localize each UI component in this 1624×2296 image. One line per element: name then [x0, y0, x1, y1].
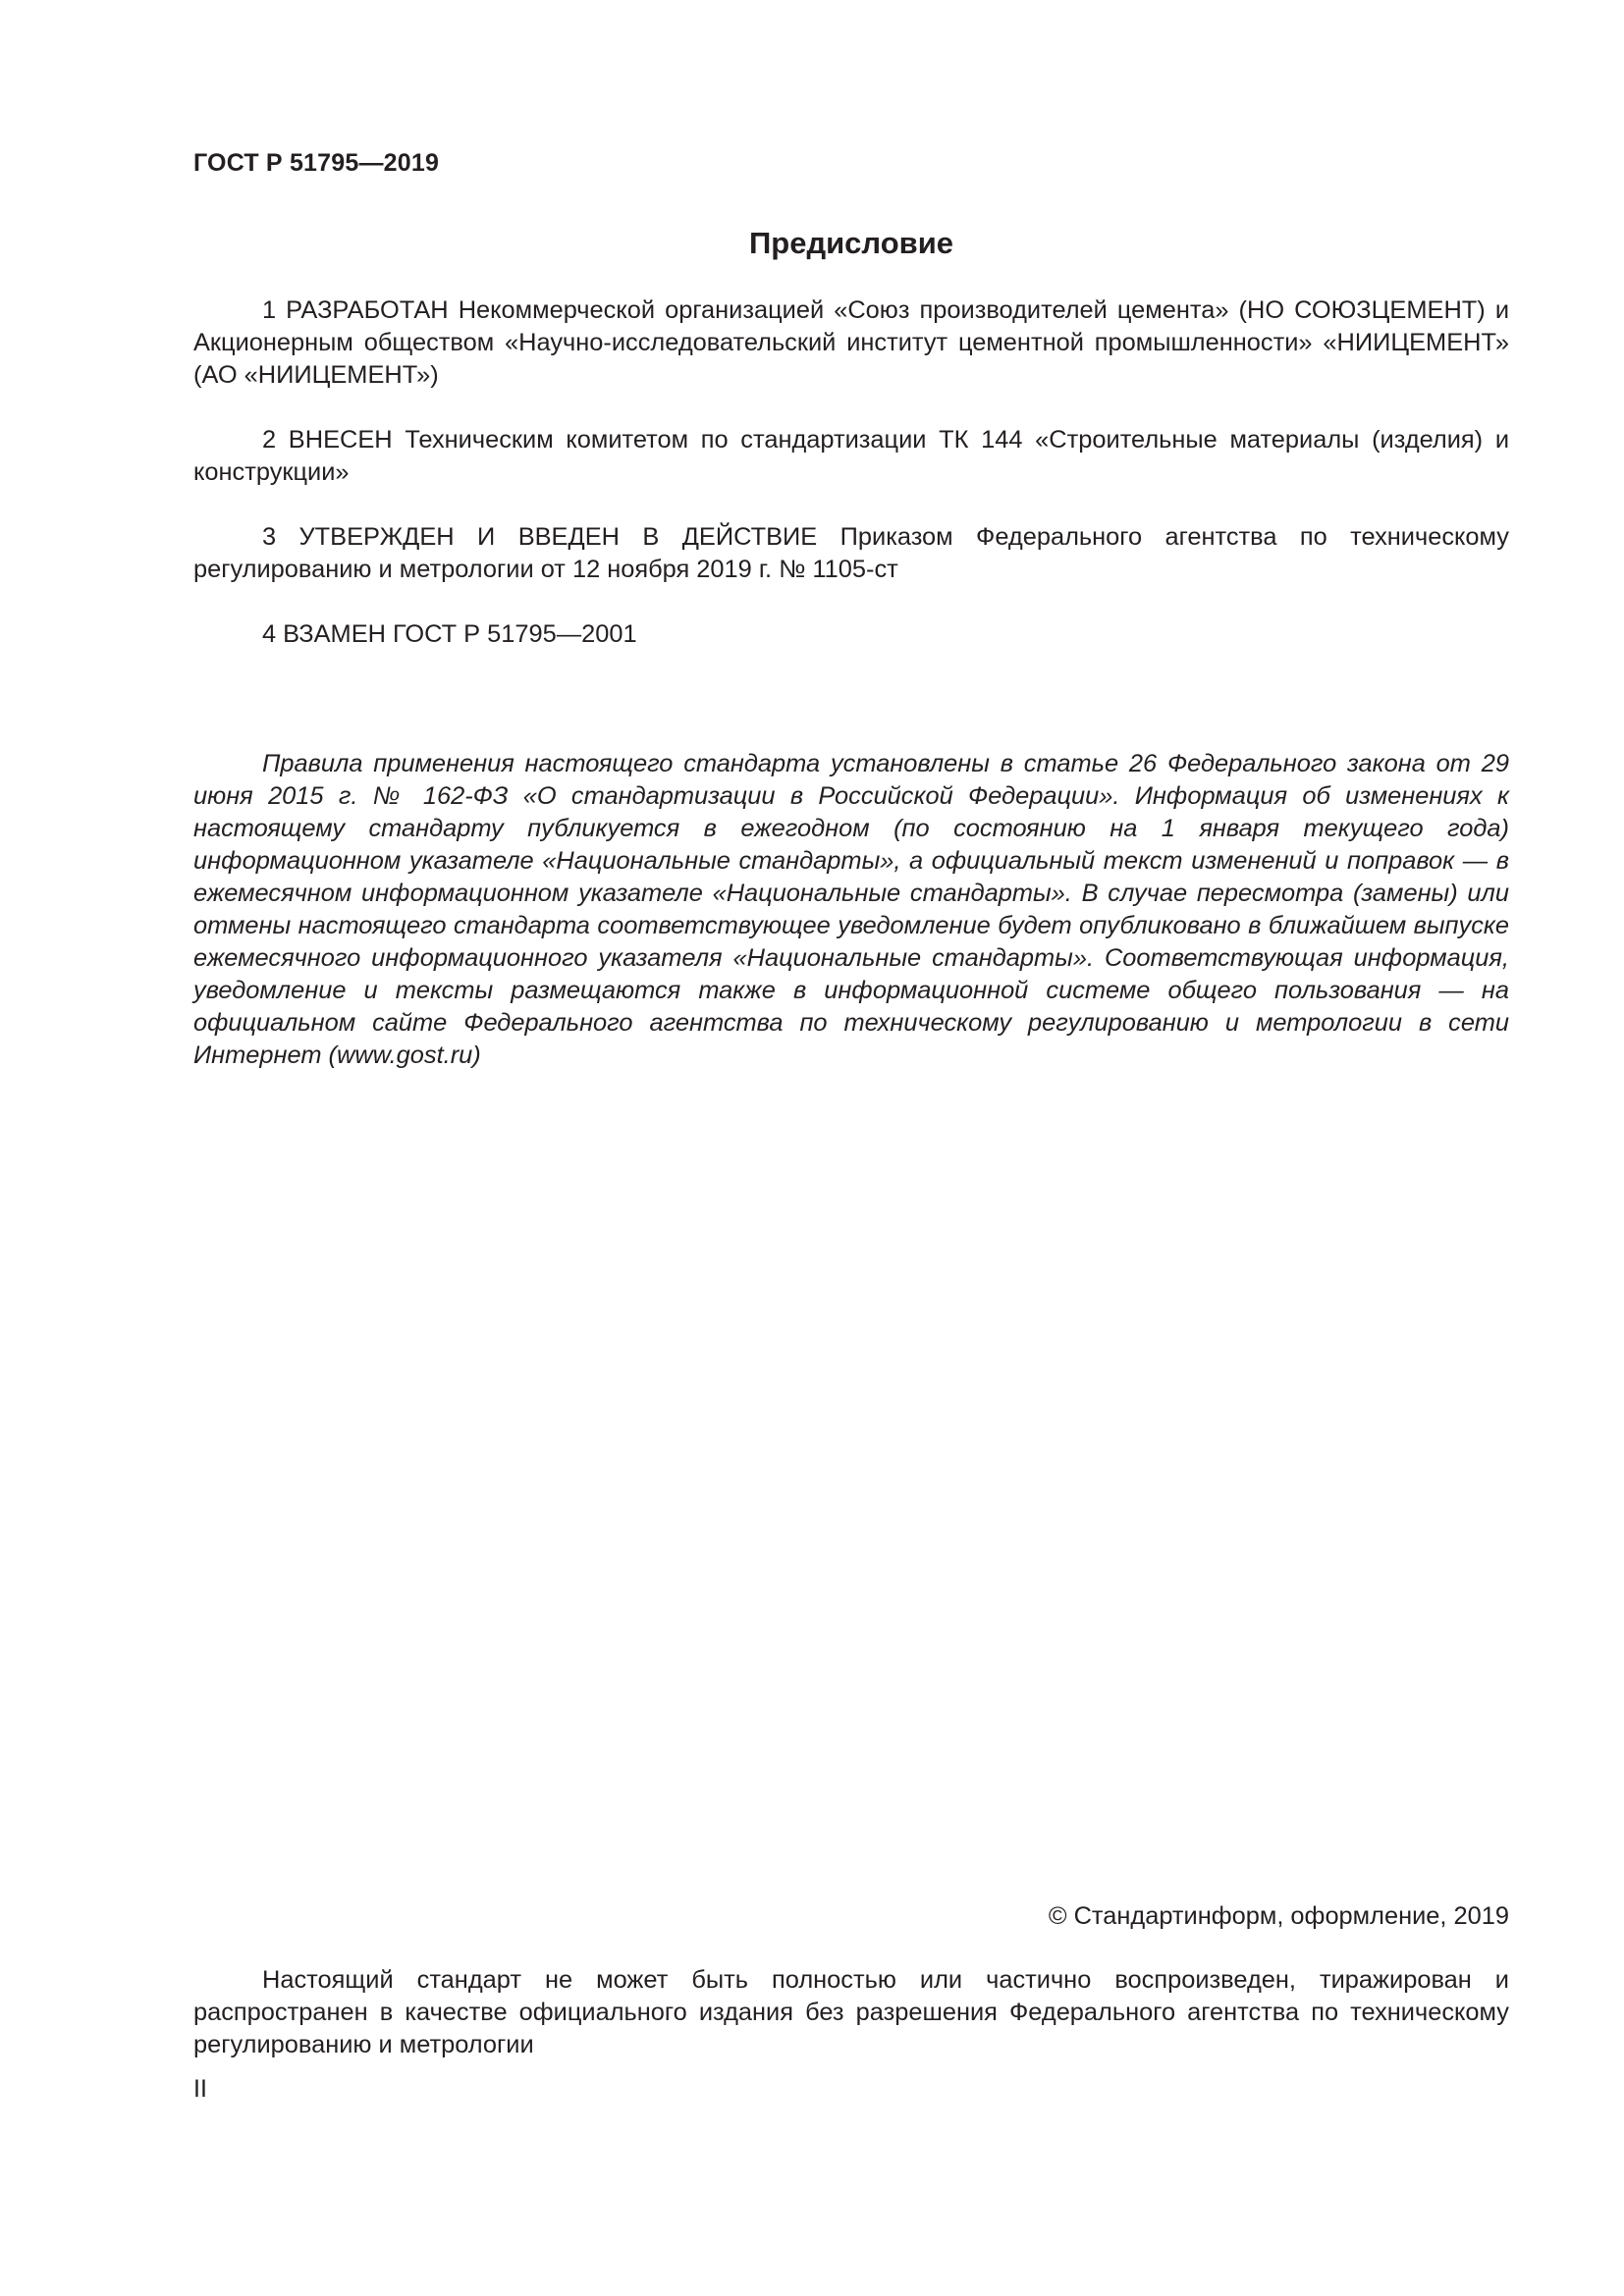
preface-item-introduced — [193, 424, 1509, 489]
document-code: ГОСТ Р 51795—2019 — [193, 149, 440, 177]
reproduction-notice — [193, 1964, 1509, 2061]
rules-note-text: Правила применения настоящего стандарта установлены в статье 26 Федерального закона от 29 июня 2015 г. № 162-ФЗ «О стандартизации в Российской Федерации». Информация об изменениях к настоящему стандарту публикуется в ежегодном (по состоянию на 1 января текущего года) информационном указателе «Национальные стандарты», а официальный текст изменений и поправок — в ежемесячном информационном указателе «Национальные стандарты». В случае пересмотра (замены) или отмены настоящего стандарта соответствующее уведомление будет опубликовано в ближайшем выпуске ежемесячного информационного указателя «Национальные стандарты». Соответствующая информация, уведомление и тексты размещаются также в информационной системе общего пользования — на официальном сайте Федерального агентства по техническому регулированию и метрологии в сети Интернет (www.gost.ru) — [193, 750, 1509, 1069]
preface-item-text: 2 ВНЕСЕН Техническим комитетом по стандартизации ТК 144 «Строительные материалы (изделия) и конструкции» — [193, 426, 1509, 486]
page-title: Предисловие — [748, 226, 953, 260]
rules-note — [193, 748, 1509, 1072]
preface-item-text: 1 РАЗРАБОТАН Некоммерческой организацией «Союз производителей цемента» (НО СОЮЗЦЕМЕНТ) и Акционерным обществом «Научно-исследовательский институт цементной промышленности» «НИИЦЕМЕНТ» (АО «НИИЦЕМЕНТ») — [193, 296, 1509, 389]
preface-item-text: 3 УТВЕРЖДЕН И ВВЕДЕН В ДЕЙСТВИЕ Приказом Федерального агентства по техническому регулированию и метрологии от 12 ноября 2019 г. № 1105-ст — [193, 523, 1509, 583]
copyright-line: © Стандартинформ, оформление, 2019 — [1048, 1902, 1509, 1930]
preface-item-replaces — [193, 618, 1509, 651]
preface-item-developed — [193, 294, 1509, 392]
reproduction-notice-text: Настоящий стандарт не может быть полностью или частично воспроизведен, тиражирован и распространен в качестве официального издания без разрешения Федерального агентства по техническому регулированию и метрологии — [193, 1966, 1509, 2058]
preface-item-text: 4 ВЗАМЕН ГОСТ Р 51795—2001 — [262, 620, 637, 648]
preface-item-approved — [193, 521, 1509, 586]
page-number: II — [193, 2075, 207, 2103]
